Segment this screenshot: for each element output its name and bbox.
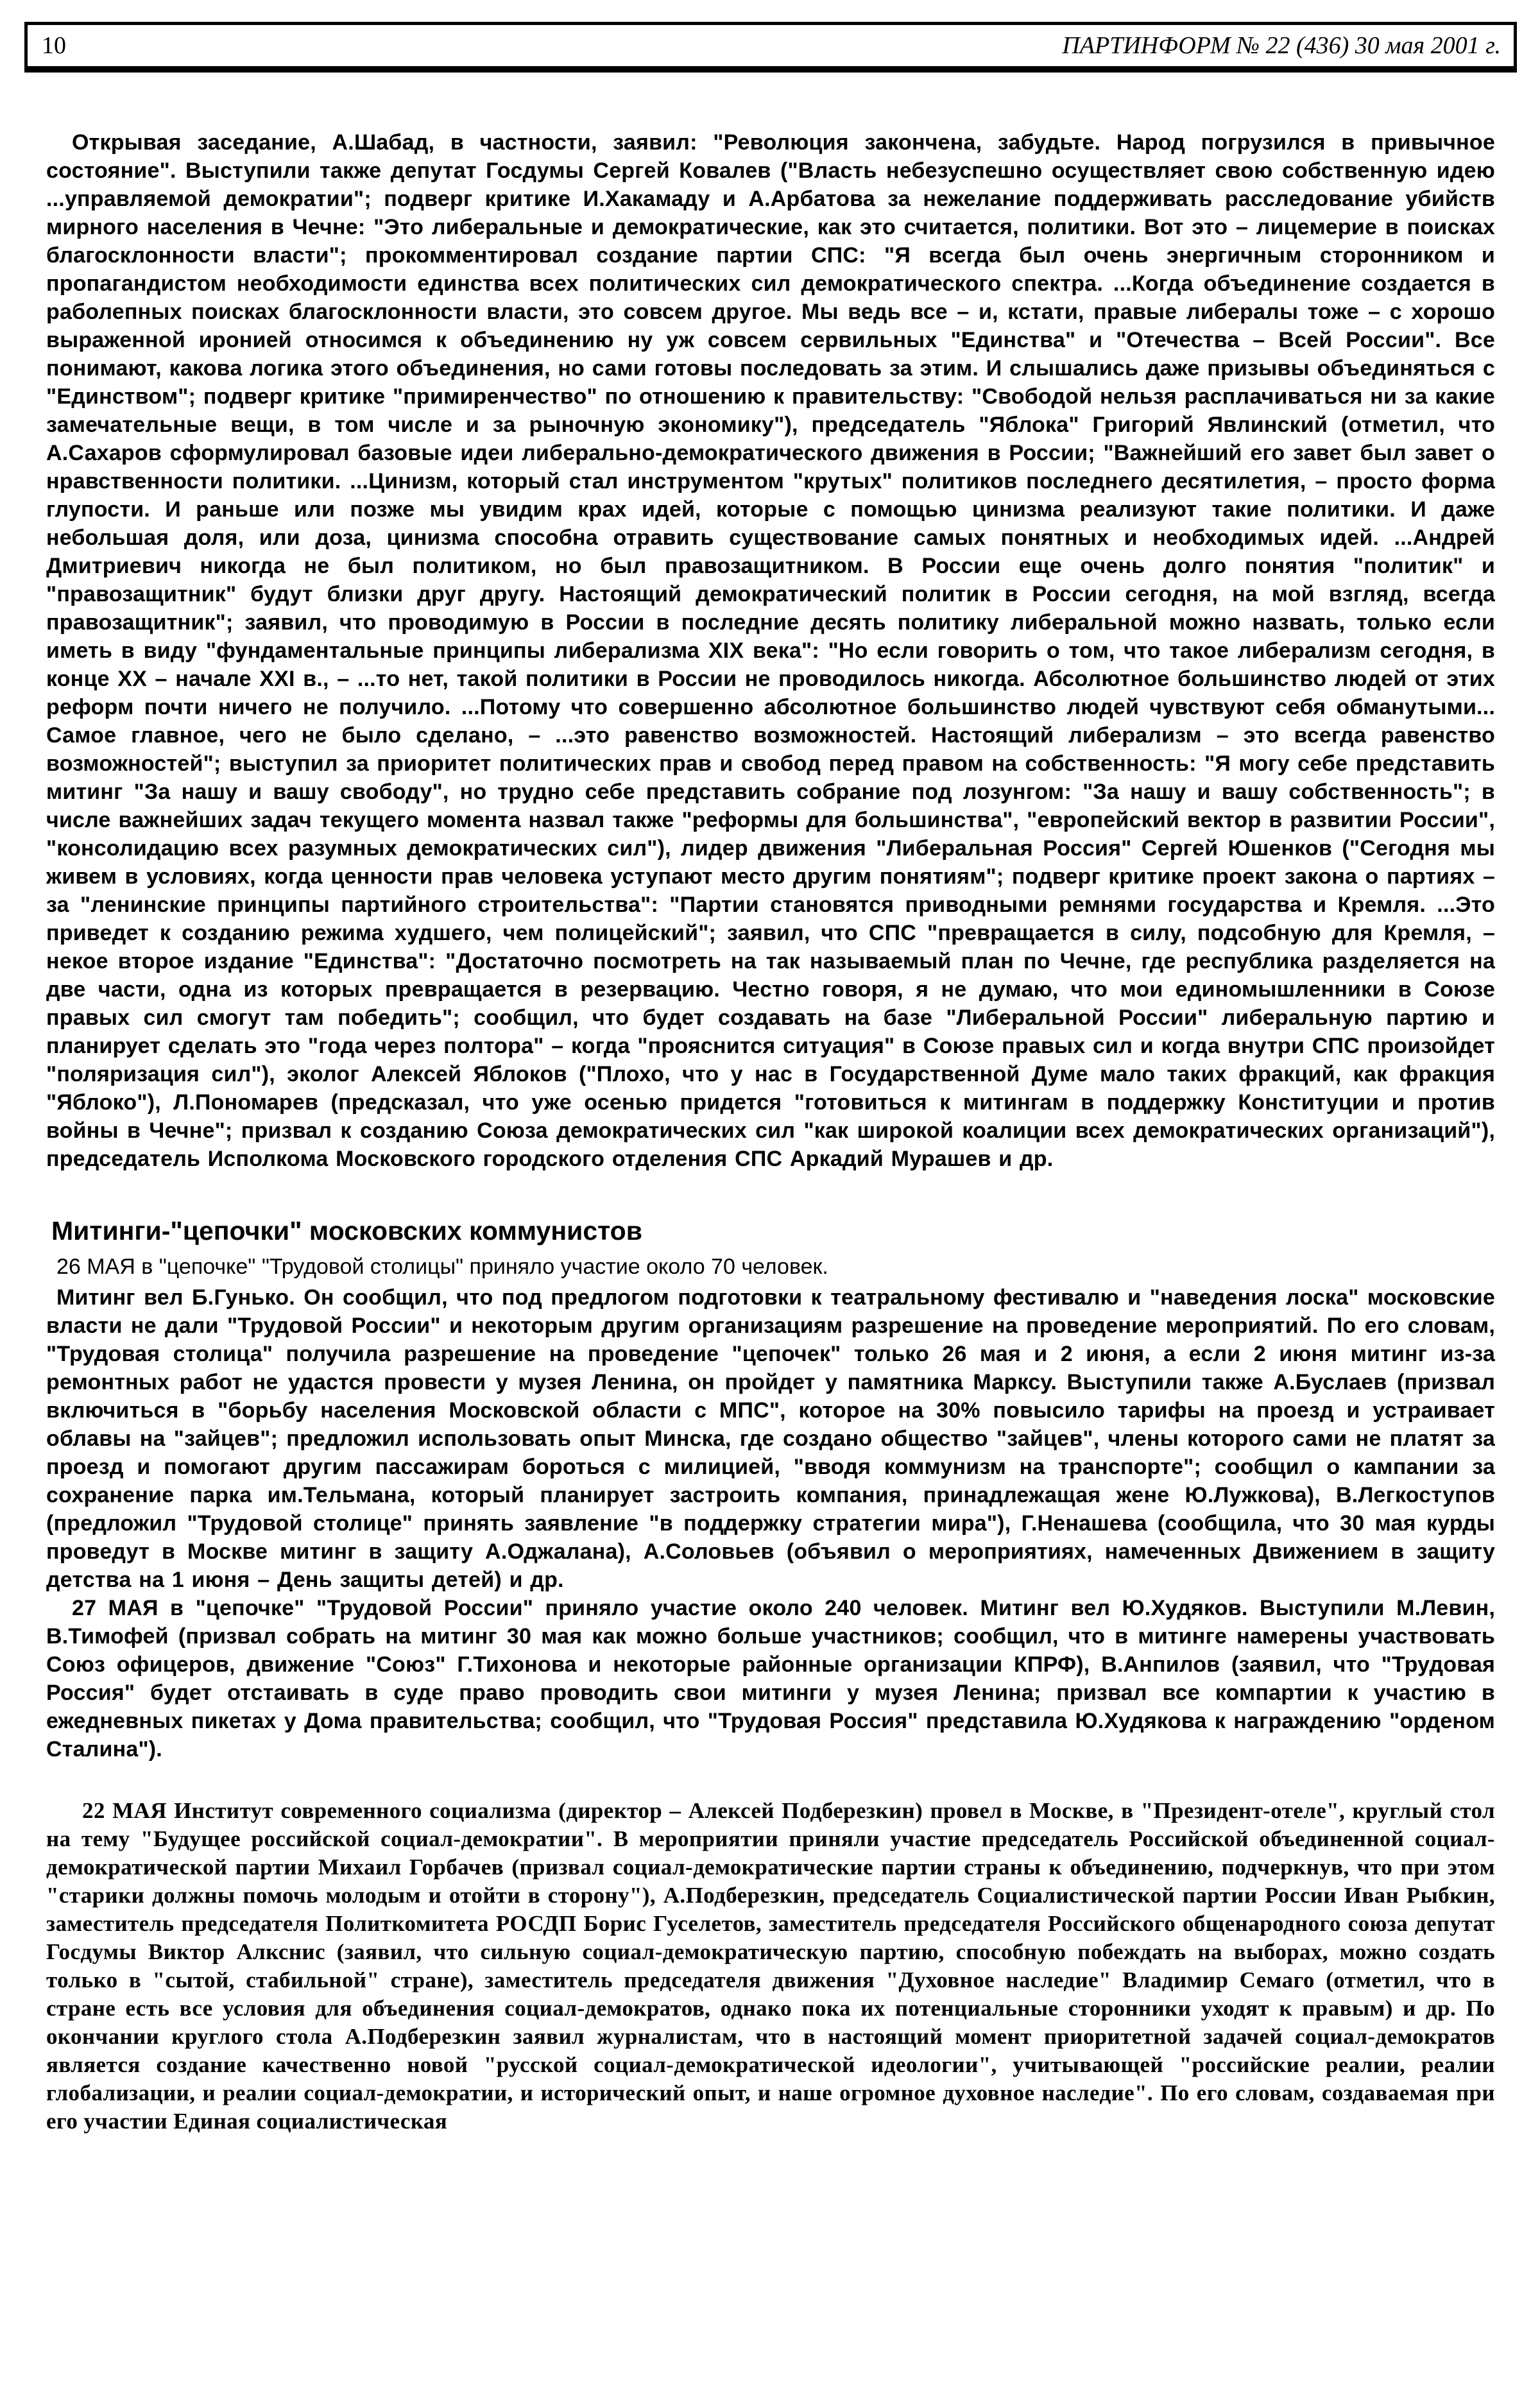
roundtable-22-may-paragraph: 22 МАЯ Институт современного социализма (директор – Алексей Подберезкин) провел в Москве, в "Президент-отеле", круглый стол на тему "Будущее российской социал-демократии". В мероприятии приняли участие председатель Российской объединенной социал-демократической партии Михаил Горбачев (призвал социал-демократические партии страны к объединению, подчеркнув, что при этом "старики должны помочь молодым и отойти в сторону"), А.Подберезкин, председатель Социалистической партии России Иван Рыбкин, заместитель председателя Политкомитета РОСДП Борис Гуселетов, заместитель председателя Российского общенародного союза депутат Госдумы Виктор Алкснис (заявил, что сильную социал-демократическую партию, способную побеждать на выборах, можно создать только в "сытой, стабильной" стране), заместитель председателя движения "Духовное наследие" Владимир Семаго (отметил, что в стране есть все условия для объединения социал-демократов, однако пока их потенциальные сторонники уходят к правым) и др. По окончании круглого стола А.Подберезкин заявил журналистам, что в настоящий момент приоритетной задачей социал-демократов является создание качественно новой "русской социал-демократической идеологии", учитывающей "российские реалии, реалии глобализации, и реалии социал-демократии, и исторический опыт, и наше огромное духовное наследие". По его словам, создаваемая при его участии Единая социалистическая [46,1798,1495,2134]
paragraph-26-may-meeting: Митинг вел Б.Гунько. Он сообщил, что под предлогом подготовки к театральному фестивалю и "наведения лоска" московские власти не дали "Трудовой России" и некоторым другим организациям разрешение на проведение мероприятий. По его словам, "Трудовая столица" получила разрешение на проведение "цепочек" только 26 мая и 2 июня, а если 2 июня митинг из-за ремонтных работ не удастся провести у музея Ленина, он пройдет у памятника Марксу. Выступили также А.Буслаев (призвал включиться в "борьбу населения Московской области с МПС", которое на 30% повысило тарифы на проезд и устраивает облавы на "зайцев"; предложил использовать опыт Минска, где создано общество "зайцев", члены которого сами не платят за проезд и помогают другим пассажирам бороться с милицией, "вводя коммунизм на транспорте"; сообщил о кампании за сохранение парка им.Тельмана, который планирует застроить компания, принадлежащая жене Ю.Лужкова), В.Легкоступов (предложил "Трудовой столице" принять заявление "в поддержку стратегии мира"), Г.Ненашева (сообщила, что 30 мая курды проведут в Москве митинг в защиту А.Оджалана), А.Соловьев (объявил о мероприятиях, намеченных Движением в защиту детства на 1 июня – День защиты детей) и др. [46,1285,1495,1592]
paragraph-27-may-meeting: 27 МАЯ в "цепочке" "Трудовой России" приняло участие около 240 человек. Митинг вел Ю.Худяков. Выступили М.Левин, В.Тимофей (призвал собрать на митинг 30 мая как можно больше участников; сообщил, что в митинге намерены участвовать Союз офицеров, движение "Союз" Г.Тихонова и некоторые районные организации КПРФ), В.Анпилов (заявил, что "Трудовая Россия" будет отстаивать в суде право проводить свои митинги у музея Ленина; призвал все компартии к участию в ежедневных пикетах у Дома правительства; сообщил, что "Трудовая Россия" представила Ю.Худякова к награждению "орденом Сталина"). [46,1596,1495,1761]
issue-title: ПАРТИНФОРМ № 22 (436) 30 мая 2001 г. [1062,32,1501,59]
text-column [46,128,1495,2136]
opening-session-paragraph: Открывая заседание, А.Шабад, в частности, заявил: "Революция закончена, забудьте. Народ погрузился в привычное состояние". Выступили также депутат Госдумы Сергей Ковалев ("Власть небезуспешно осуществляет свою собственную идею ...управляемой демократии"; подверг критике И.Хакамаду и А.Арбатова за нежелание поддерживать расследование убийств мирного населения в Чечне: "Это либеральные и демократические, как это считается, политики. Вот это – лицемерие в поисках благосклонности власти"; прокомментировал создание партии СПС: "Я всегда был очень энергичным сторонником и пропагандистом необходимости единства всех политических сил демократического спектра. ...Когда объединение создается в раболепных поисках благосклонности власти, это совсем другое. Мы ведь все – и, кстати, правые либералы тоже – с хорошо выраженной иронией относимся к объединению ну уж совсем сервильных "Единства" и "Отечества – Всей России". Все понимают, какова логика этого объединения, но сами готовы последовать за этим. И слышались даже призывы объединяться с "Единством"; подверг критике "примиренчество" по отношению к правительству: "Свободой нельзя расплачиваться ни за какие замечательные вещи, в том числе и за рыночную экономику"), председатель "Яблока" Григорий Явлинский (отметил, что А.Сахаров сформулировал базовые идеи либерально-демократического движения в России; "Важнейший его завет был завет о нравственности политики. ...Цинизм, который стал инструментом "крутых" политиков последнего десятилетия, – просто форма глупости. И раньше или позже мы увидим крах идей, которые с помощью цинизма реализуют такие политики. И даже небольшая доля, или доза, цинизма способна отравить существование самых понятных и необходимых идей. ...Андрей Дмитриевич никогда не был политиком, но был правозащитником. В России еще очень долго понятия "политик" и "правозащитник" будут близки друг другу. Настоящий демократический политик в России сегодня, на мой взгляд, всегда правозащитник"; заявил, что проводимую в России в последние десять политику либеральной можно назвать, только если иметь в виду "фундаментальные принципы либерализма XIX века": "Но если говорить о том, что такое либерализм сегодня, в конце XX – начале XXI в., – ...то нет, такой политики в России не проводилось никогда. Абсолютное большинство людей от этих реформ почти ничего не получило. ...Потому что совершенно абсолютное большинство людей чувствуют себя обманутыми... Самое главное, чего не было сделано, – ...это равенство возможностей. Настоящий либерализм – это всегда равенство возможностей"; выступил за приоритет политических прав и свобод перед правом на собственность: "Я могу себе представить митинг "За нашу и вашу свободу", но трудно себе представить собрание под лозунгом: "За нашу и вашу собственность"; в числе важнейших задач текущего момента назвал также "реформы для большинства", "европейский вектор в развитии России", "консолидацию всех разумных демократических сил"), лидер движения "Либеральная Россия" Сергей Юшенков ("Сегодня мы живем в условиях, когда ценности прав человека уступают место другим понятиям"; подверг критике проект закона о партиях – за "ленинские принципы партийного строительства": "Партии становятся приводными ремнями государства и Кремля. ...Это приведет к созданию режима худшего, чем полицейский"; заявил, что СПС "превращается в силу, подсобную для Кремля, – некое второе издание "Единства": "Достаточно посмотреть на так называемый план по Чечне, где республика разделяется на две части, одна из которых превращается в резервацию. Честно говоря, я не думаю, что мои единомышленники в Союзе правых сил смогут там победить"; сообщил, что будет создавать на базе "Либеральной России" либеральную партию и планирует сделать это "года через полтора" – когда "прояснится ситуация" в Союзе правых сил и когда внутри СПС произойдет "поляризация сил"), эколог Алексей Яблоков ("Плохо, что у нас в Государственной Думе мало таких фракций, как фракция "Яблоко"), Л.Пономарев (предсказал, что уже осенью придется "готовиться к митингам в поддержку Конституции и против войны в Чечне"; призвал к созданию Союза демократических сил "как широкой коалиции всех демократических организаций"), председатель Исполкома Московского городского отделения СПС Аркадий Мурашев и др. [46,130,1495,1171]
page-header [24,22,1517,73]
section-heading: Митинги-"цепочки" московских коммунистов [51,1216,642,1246]
page-number: 10 [42,32,66,59]
date-line-26-may: 26 МАЯ в "цепочке" "Трудовой столицы" приняло участие около 70 человек. [56,1255,828,1279]
